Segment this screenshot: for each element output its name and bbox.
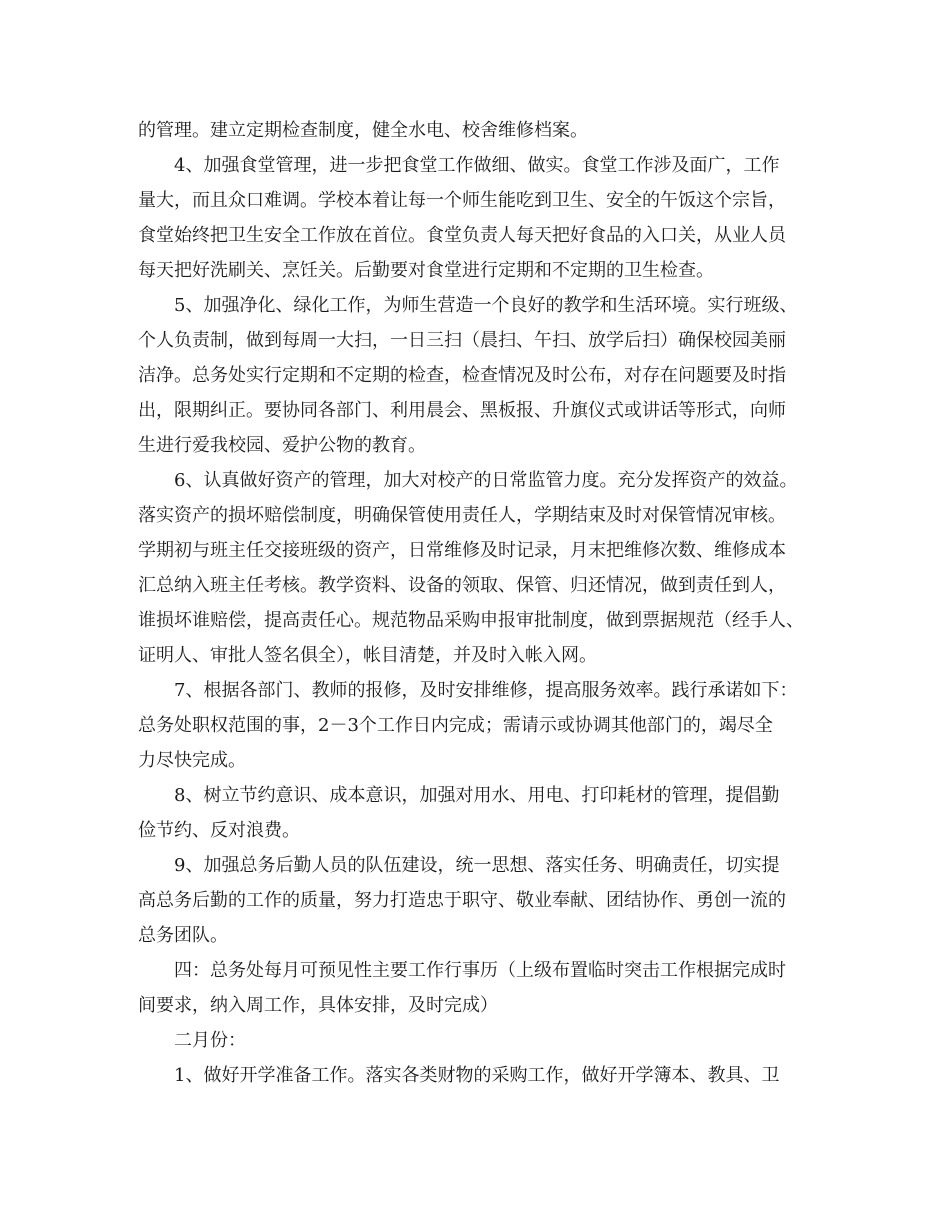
text-line: 高总务后勤的工作的质量，努力打造忠于职守、敬业奉献、团结协作、勇创一流的 xyxy=(138,890,786,911)
text-line: 谁损坏谁赔偿，提高责任心。规范物品采购申报审批制度，做到票据规范（经手人、 xyxy=(138,610,804,631)
text-line: 的管理。建立定期检查制度，健全水电、校舍维修档案。 xyxy=(138,120,588,141)
text-line: 9、加强总务后勤人员的队伍建设，统一思想、落实任务、明确责任，切实提 xyxy=(174,855,780,876)
text-line: 证明人、审批人签名俱全），帐目清楚，并及时入帐入网。 xyxy=(138,645,597,666)
text-line: 量大，而且众口难调。学校本着让每一个师生能吃到卫生、安全的午饭这个宗旨， xyxy=(138,190,786,211)
text-line: 个人负责制，做到每周一大扫，一日三扫（晨扫、午扫、放学后扫）确保校园美丽 xyxy=(138,330,786,351)
text-line: 食堂始终把卫生安全工作放在首位。食堂负责人每天把好食品的入口关，从业人员 xyxy=(138,225,786,246)
text-line: 俭节约、反对浪费。 xyxy=(138,820,300,841)
text-line: 出，限期纠正。要协同各部门、利用晨会、黑板报、升旗仪式或讲话等形式，向师 xyxy=(138,400,786,421)
text-line: 6、认真做好资产的管理，加大对校产的日常监管力度。充分发挥资产的效益。 xyxy=(174,470,798,491)
text-line: 学期初与班主任交接班级的资产，日常维修及时记录，月末把维修次数、维修成本 xyxy=(138,540,786,561)
text-line: 间要求，纳入周工作，具体安排，及时完成） xyxy=(138,995,498,1016)
text-line: 7、根据各部门、教师的报修，及时安排维修，提高服务效率。践行承诺如下： xyxy=(174,680,798,701)
text-line: 每天把好洗刷关、烹饪关。后勤要对食堂进行定期和不定期的卫生检查。 xyxy=(138,260,714,281)
text-line: 总务处职权范围的事，2－3个工作日内完成；需请示或协调其他部门的，竭尽全 xyxy=(138,715,773,736)
text-line: 落实资产的损坏赔偿制度，明确保管使用责任人，学期结束及时对保管情况审核。 xyxy=(138,505,786,526)
text-line: 力尽快完成。 xyxy=(138,750,246,771)
text-line: 洁净。总务处实行定期和不定期的检查，检查情况及时公布，对存在问题要及时指 xyxy=(138,365,786,386)
text-line: 8、树立节约意识、成本意识，加强对用水、用电、打印耗材的管理，提倡勤 xyxy=(174,785,780,806)
text-line: 四：总务处每月可预见性主要工作行事历（上级布置临时突击工作根据完成时 xyxy=(174,960,786,981)
text-line: 二月份： xyxy=(174,1030,246,1051)
document-body xyxy=(138,113,818,1093)
text-line: 汇总纳入班主任考核。教学资料、设备的领取、保管、归还情况，做到责任到人， xyxy=(138,575,786,596)
text-line: 总务团队。 xyxy=(138,925,228,946)
text-line: 5、加强净化、绿化工作，为师生营造一个良好的教学和生活环境。实行班级、 xyxy=(174,295,798,316)
text-line: 1、做好开学准备工作。落实各类财物的采购工作，做好开学簿本、教具、卫 xyxy=(174,1065,780,1086)
text-line: 生进行爱我校园、爱护公物的教育。 xyxy=(138,435,426,456)
text-line: 4、加强食堂管理，进一步把食堂工作做细、做实。食堂工作涉及面广，工作 xyxy=(174,155,780,176)
